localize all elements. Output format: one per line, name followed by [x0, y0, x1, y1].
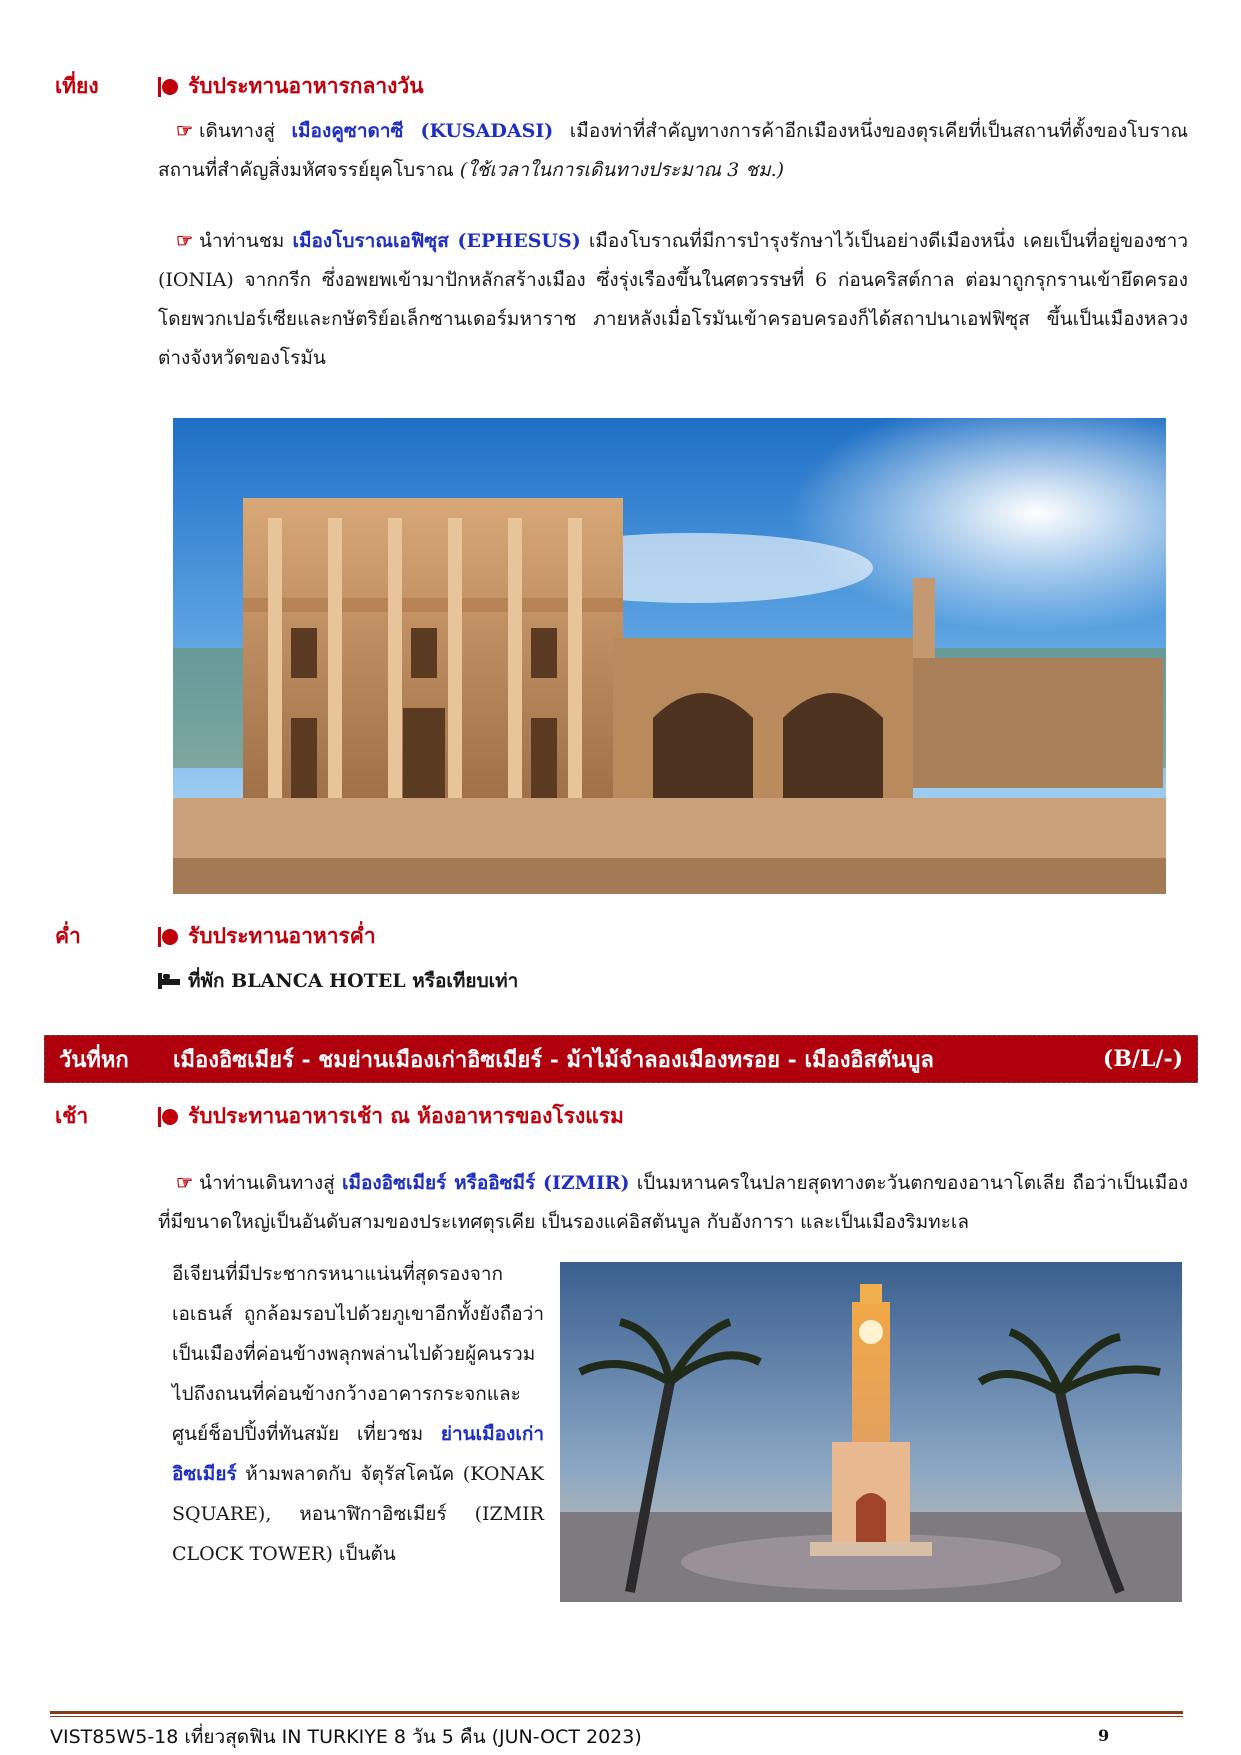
kusadasi-paragraph: ☞ เดินทางสู่ เมืองคูซาดาซี (KUSADASI) เมืองท่าที่สำคัญทางการค้าอีกเมืองหนึ่งของตุรเคียที่เป็นสถานที่ตั้งของโบราณสถานที่สำคัญสิ่งมหัศจรรย์ยุคโบราณ (ใช้เวลาในการเดินทางประมาณ 3 ชม.)	[158, 120, 1188, 181]
izmir-old-town: ย่านเมืองเก่าอิซเมียร์	[172, 1423, 544, 1485]
izmir-place: เมืองอิซเมียร์ หรืออิซมีร์ (IZMIR)	[341, 1172, 630, 1194]
day-title: เมืองอิซเมียร์ - ชมย่านเมืองเก่าอิซเมียร์ - ม้าไม้จำลองเมืองทรอย - เมืองอิสตันบูล	[173, 1046, 934, 1073]
breakfast-time-label: เช้า	[55, 1103, 89, 1128]
bed-icon	[158, 973, 180, 989]
hotel-text: ที่พัก BLANCA HOTEL หรือเทียบเท่า	[188, 970, 519, 992]
lunch-meal	[158, 70, 424, 103]
izmir-clock-tower-photo	[560, 1262, 1182, 1602]
izmir-paragraph: ☞ นำท่านเดินทางสู่ เมืองอิซเมียร์ หรืออิซมีร์ (IZMIR) เป็นมหานครในปลายสุดทางตะวันตกของอานาโตเลีย ถือว่าเป็นเมืองที่มีขนาดใหญ่เป็นอันดับสามของประเทศตุรเคีย เป็นรองแค่อิสตันบูล กับอังการา และเป็นเมืองริมทะเล	[158, 1172, 1188, 1233]
dinner-time-label: ค่ำ	[55, 923, 81, 948]
day-six-header	[44, 1035, 1198, 1083]
dining-icon	[158, 927, 180, 947]
pointer-icon: ☞	[176, 230, 194, 252]
breakfast-meal-text: รับประทานอาหารเช้า ณ ห้องอาหารของโรงแรม	[188, 1103, 624, 1128]
footer-title: VIST85W5-18 เที่ยวสุดฟิน IN TURKIYE 8 วัน 5 คืน (JUN-OCT 2023)	[50, 1726, 642, 1748]
izmir-detail-paragraph: อีเจียนที่มีประชากรหนาแน่นที่สุดรองจากเอเธนส์ ถูกล้อมรอบไปด้วยภูเขาอีกทั้งยังถือว่าเป็นเมืองที่ค่อนข้างพลุกพล่านไปด้วยผู้คนรวมไปถึงถนนที่ค่อนข้างกว้างอาคารกระจกและศูนย์ช็อปปิ้งที่ทันสมัย เที่ยวชม ย่านเมืองเก่าอิซเมียร์ ห้ามพลาดกับ จัตุรัสโคนัค (KONAK SQUARE), หอนาฬิกาอิซเมียร์ (IZMIR CLOCK TOWER) เป็นต้น	[172, 1263, 544, 1565]
dinner-meal-text: รับประทานอาหารค่ำ	[188, 923, 376, 948]
lunch-meal-text: รับประทานอาหารกลางวัน	[188, 73, 424, 98]
pointer-icon: ☞	[176, 1172, 194, 1194]
ephesus-paragraph: ☞ นำท่านชม เมืองโบราณเอฟิซุส (EPHESUS) เมืองโบราณที่มีการบำรุงรักษาไว้เป็นอย่างดีเมืองหนึ่ง เคยเป็นที่อยู่ของชาว (IONIA) จากกรีก ซึ่งอพยพเข้ามาปักหลักสร้างเมือง ซึ่งรุ่งเรืองขึ้นในศตวรรษที่ 6 ก่อนคริสต์กาล ต่อมาถูกรุกรานเข้ายึดครองโดยพวกเปอร์เซียและกษัตริย์อเล็กซานเดอร์มหาราช ภายหลังเมื่อโรมันเข้าครอบครองก็ได้สถาปนาเอฟฟิซุส ขึ้นเป็นเมืองหลวงต่างจังหวัดของโรมัน	[158, 230, 1188, 369]
pointer-icon: ☞	[176, 120, 194, 142]
dinner-meal	[158, 920, 376, 953]
dining-icon	[158, 1107, 180, 1127]
ephesus-place: เมืองโบราณเอฟิซุส (EPHESUS)	[292, 230, 581, 252]
page-number: 9	[1098, 1726, 1110, 1745]
footer-divider-thin	[50, 1716, 1183, 1717]
breakfast-meal	[158, 1100, 624, 1133]
ephesus-photo	[173, 418, 1166, 894]
kusadasi-place: เมืองคูซาดาซี (KUSADASI)	[291, 120, 554, 142]
travel-time-note: (ใช้เวลาในการเดินทางประมาณ 3 ชม.)	[459, 159, 785, 181]
day-meals: (B/L/-)	[1102, 1046, 1183, 1072]
hotel-line	[158, 966, 518, 996]
lunch-time-label: เที่ยง	[55, 73, 99, 98]
dining-icon	[158, 77, 180, 97]
day-label: วันที่หก	[59, 1046, 129, 1073]
footer-divider	[50, 1711, 1183, 1714]
